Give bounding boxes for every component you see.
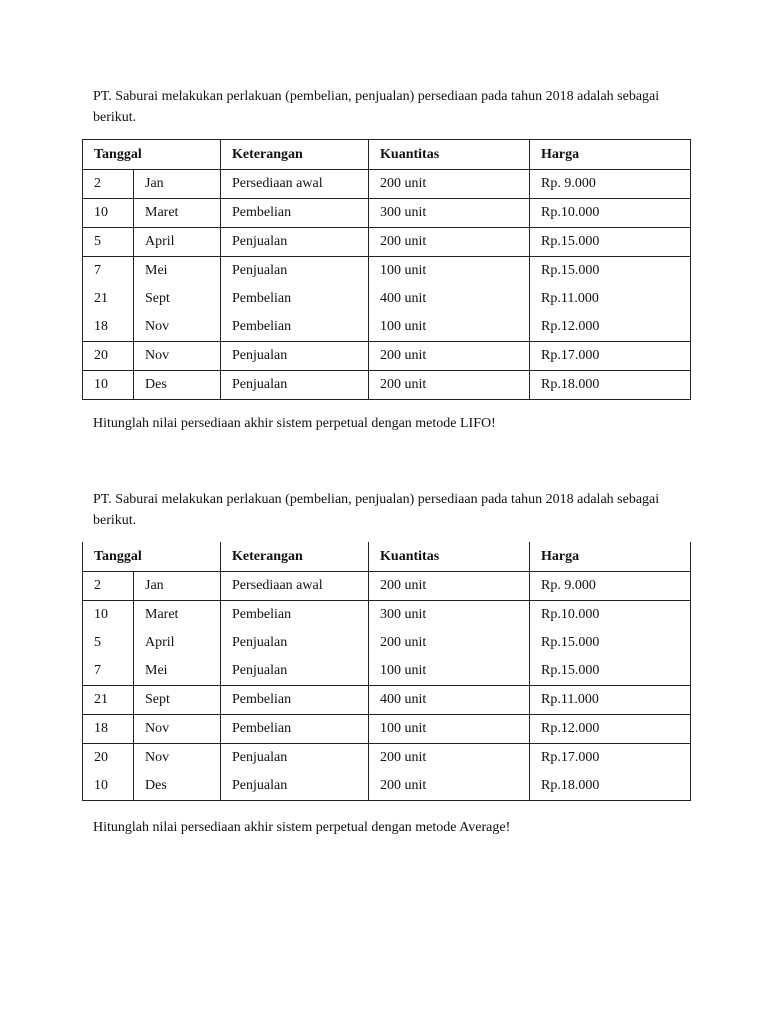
cell-harga: Rp.11.000 — [530, 686, 691, 715]
cell-month: Mei — [145, 263, 168, 278]
header-tanggal: Tanggal — [94, 548, 142, 564]
cell-day: 10 — [83, 772, 134, 801]
table-row — [83, 715, 691, 744]
cell-month: April — [145, 635, 175, 650]
table-row — [83, 199, 691, 228]
cell-day: 10 — [83, 199, 134, 228]
table-row — [83, 772, 691, 801]
cell-kuantitas: 400 unit — [369, 686, 530, 715]
cell-month: Des — [145, 377, 167, 392]
cell-month: Jan — [145, 578, 164, 593]
table-row — [83, 371, 691, 400]
problem2-question: Hitunglah nilai persediaan akhir sistem perpetual dengan metode Average! — [93, 820, 511, 835]
table-row — [83, 601, 691, 630]
cell-month: Nov — [145, 750, 170, 765]
table-row — [83, 285, 691, 313]
cell-day: 21 — [83, 285, 134, 313]
cell-harga: Rp.15.000 — [530, 629, 691, 657]
cell-day: 20 — [83, 342, 134, 371]
cell-kuantitas: 200 unit — [369, 744, 530, 773]
cell-kuantitas: 200 unit — [369, 572, 530, 601]
header-keterangan: Keterangan — [221, 140, 369, 170]
cell-day: 2 — [83, 170, 134, 199]
cell-harga: Rp.18.000 — [530, 772, 691, 801]
cell-kuantitas: 200 unit — [369, 170, 530, 199]
cell-month: Des — [145, 778, 167, 793]
cell-day: 18 — [83, 313, 134, 342]
cell-keterangan: Persediaan awal — [221, 572, 369, 601]
cell-keterangan: Persediaan awal — [221, 170, 369, 199]
cell-keterangan: Penjualan — [221, 257, 369, 286]
cell-month: Mei — [145, 663, 168, 678]
cell-harga: Rp.15.000 — [530, 257, 691, 286]
cell-day: 5 — [83, 629, 134, 657]
cell-day: 20 — [83, 744, 134, 773]
cell-kuantitas: 300 unit — [369, 601, 530, 630]
table-header-row — [83, 542, 691, 572]
cell-month: Maret — [145, 607, 179, 622]
header-keterangan: Keterangan — [221, 542, 369, 572]
header-tanggal: Tanggal — [94, 146, 142, 162]
cell-kuantitas: 200 unit — [369, 342, 530, 371]
problem1-question: Hitunglah nilai persediaan akhir sistem perpetual dengan metode LIFO! — [93, 416, 496, 431]
cell-month: April — [145, 234, 175, 249]
cell-month: Nov — [145, 348, 170, 363]
cell-keterangan: Penjualan — [221, 772, 369, 801]
cell-keterangan: Pembelian — [221, 715, 369, 744]
table-row — [83, 257, 691, 286]
cell-month: Sept — [145, 291, 170, 306]
cell-kuantitas: 200 unit — [369, 772, 530, 801]
cell-month: Jan — [145, 176, 164, 191]
cell-keterangan: Pembelian — [221, 285, 369, 313]
table-row — [83, 686, 691, 715]
table-row — [83, 572, 691, 601]
cell-keterangan: Pembelian — [221, 199, 369, 228]
cell-harga: Rp.18.000 — [530, 371, 691, 400]
cell-keterangan: Pembelian — [221, 601, 369, 630]
cell-harga: Rp.11.000 — [530, 285, 691, 313]
cell-harga: Rp.12.000 — [530, 715, 691, 744]
header-kuantitas: Kuantitas — [369, 542, 530, 572]
table-row — [83, 629, 691, 657]
cell-keterangan: Penjualan — [221, 342, 369, 371]
table-header-row — [83, 140, 691, 170]
inventory-table-1 — [82, 139, 691, 400]
cell-harga: Rp. 9.000 — [530, 170, 691, 199]
table-row — [83, 657, 691, 686]
cell-keterangan: Penjualan — [221, 744, 369, 773]
cell-kuantitas: 300 unit — [369, 199, 530, 228]
header-kuantitas: Kuantitas — [369, 140, 530, 170]
cell-kuantitas: 200 unit — [369, 629, 530, 657]
cell-kuantitas: 100 unit — [369, 657, 530, 686]
cell-kuantitas: 100 unit — [369, 715, 530, 744]
cell-harga: Rp.10.000 — [530, 601, 691, 630]
cell-day: 2 — [83, 572, 134, 601]
problem2-intro: PT. Saburai melakukan perlakuan (pembelian, penjualan) persediaan pada tahun 2018 adalah sebagai berikut. — [93, 492, 660, 528]
cell-month: Sept — [145, 692, 170, 707]
inventory-table-2 — [82, 542, 691, 801]
cell-harga: Rp.15.000 — [530, 228, 691, 257]
cell-harga: Rp.17.000 — [530, 744, 691, 773]
cell-keterangan: Penjualan — [221, 371, 369, 400]
cell-keterangan: Pembelian — [221, 313, 369, 342]
cell-kuantitas: 100 unit — [369, 257, 530, 286]
cell-kuantitas: 200 unit — [369, 371, 530, 400]
cell-day: 5 — [83, 228, 134, 257]
table-row — [83, 228, 691, 257]
cell-month: Maret — [145, 205, 179, 220]
header-harga: Harga — [530, 140, 691, 170]
cell-harga: Rp.15.000 — [530, 657, 691, 686]
cell-harga: Rp.10.000 — [530, 199, 691, 228]
cell-kuantitas: 400 unit — [369, 285, 530, 313]
table-row — [83, 170, 691, 199]
cell-harga: Rp. 9.000 — [530, 572, 691, 601]
cell-kuantitas: 100 unit — [369, 313, 530, 342]
table-row — [83, 744, 691, 773]
cell-month: Nov — [145, 721, 170, 736]
cell-harga: Rp.17.000 — [530, 342, 691, 371]
cell-keterangan: Pembelian — [221, 686, 369, 715]
cell-kuantitas: 200 unit — [369, 228, 530, 257]
cell-day: 7 — [83, 257, 134, 286]
cell-keterangan: Penjualan — [221, 228, 369, 257]
cell-day: 10 — [83, 371, 134, 400]
problem1-intro: PT. Saburai melakukan perlakuan (pembelian, penjualan) persediaan pada tahun 2018 adalah sebagai berikut. — [93, 89, 660, 125]
cell-day: 7 — [83, 657, 134, 686]
cell-harga: Rp.12.000 — [530, 313, 691, 342]
cell-keterangan: Penjualan — [221, 629, 369, 657]
cell-keterangan: Penjualan — [221, 657, 369, 686]
cell-day: 18 — [83, 715, 134, 744]
table-row — [83, 342, 691, 371]
table-row — [83, 313, 691, 342]
cell-day: 21 — [83, 686, 134, 715]
cell-month: Nov — [145, 319, 170, 334]
cell-day: 10 — [83, 601, 134, 630]
header-harga: Harga — [530, 542, 691, 572]
